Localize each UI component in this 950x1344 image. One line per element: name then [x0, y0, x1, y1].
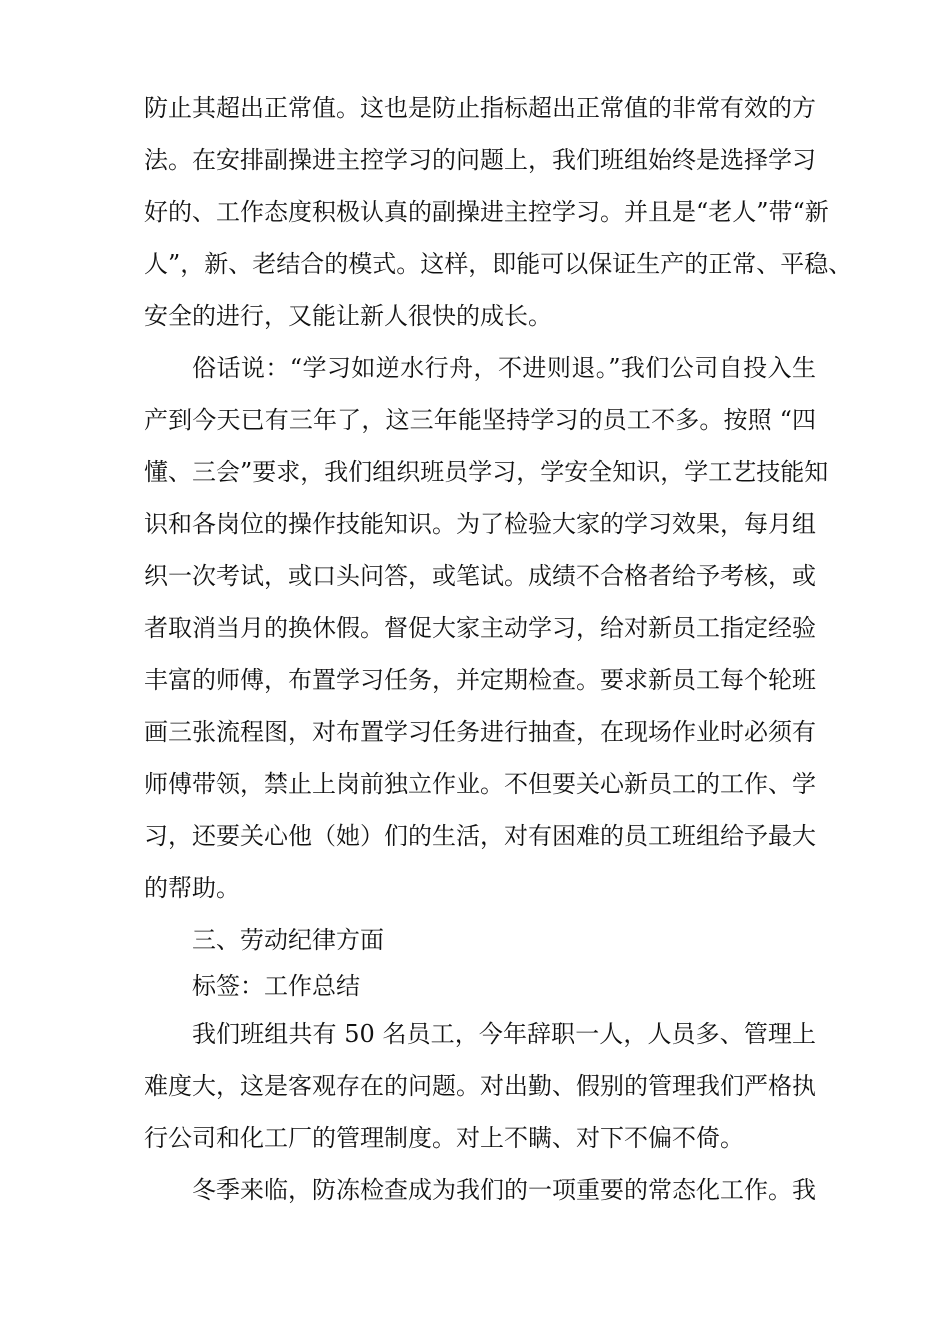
text-line: 习，还要关心他（她）们的生活，对有困难的员工班组给予最大 [144, 822, 816, 850]
text-line: 者取消当月的换休假。督促大家主动学习，给对新员工指定经验 [144, 614, 816, 642]
text-line: 丰富的师傅，布置学习任务，并定期检查。要求新员工每个轮班 [144, 666, 816, 694]
text-line: 人”，新、老结合的模式。这样，即能可以保证生产的正常、平稳、 [144, 250, 853, 278]
paragraph-first-line: 冬季来临，防冻检查成为我们的一项重要的常态化工作。我 [192, 1176, 816, 1204]
text-line: 产到今天已有三年了，这三年能坚持学习的员工不多。按照 “四 [144, 406, 816, 434]
section-heading: 三、劳动纪律方面 [192, 926, 384, 954]
paragraph-first-line: 我们班组共有 50 名员工，今年辞职一人，人员多、管理上 [192, 1020, 816, 1048]
text-line: 的帮助。 [144, 874, 240, 902]
text-line: 防止其超出正常值。这也是防止指标超出正常值的非常有效的方 [144, 94, 816, 122]
text-line: 懂、三会”要求，我们组织班员学习，学安全知识，学工艺技能知 [144, 458, 829, 486]
text-line: 安全的进行，又能让新人很快的成长。 [144, 302, 552, 330]
text-line: 织一次考试，或口头问答，或笔试。成绩不合格者给予考核，或 [144, 562, 816, 590]
text-line: 师傅带领，禁止上岗前独立作业。不但要关心新员工的工作、学 [144, 770, 816, 798]
text-line: 难度大，这是客观存在的问题。对出勤、假别的管理我们严格执 [144, 1072, 816, 1100]
text-line: 法。在安排副操进主控学习的问题上，我们班组始终是选择学习 [144, 146, 816, 174]
text-line: 画三张流程图，对布置学习任务进行抽查，在现场作业时必须有 [144, 718, 816, 746]
text-line: 行公司和化工厂的管理制度。对上不瞒、对下不偏不倚。 [144, 1124, 744, 1152]
paragraph-first-line: 俗话说：“学习如逆水行舟，不进则退。”我们公司自投入生 [192, 354, 816, 382]
text-line: 好的、工作态度积极认真的副操进主控学习。并且是“老人”带“新 [144, 198, 829, 226]
text-line: 识和各岗位的操作技能知识。为了检验大家的学习效果，每月组 [144, 510, 816, 538]
tag-line: 标签：工作总结 [192, 972, 360, 1000]
